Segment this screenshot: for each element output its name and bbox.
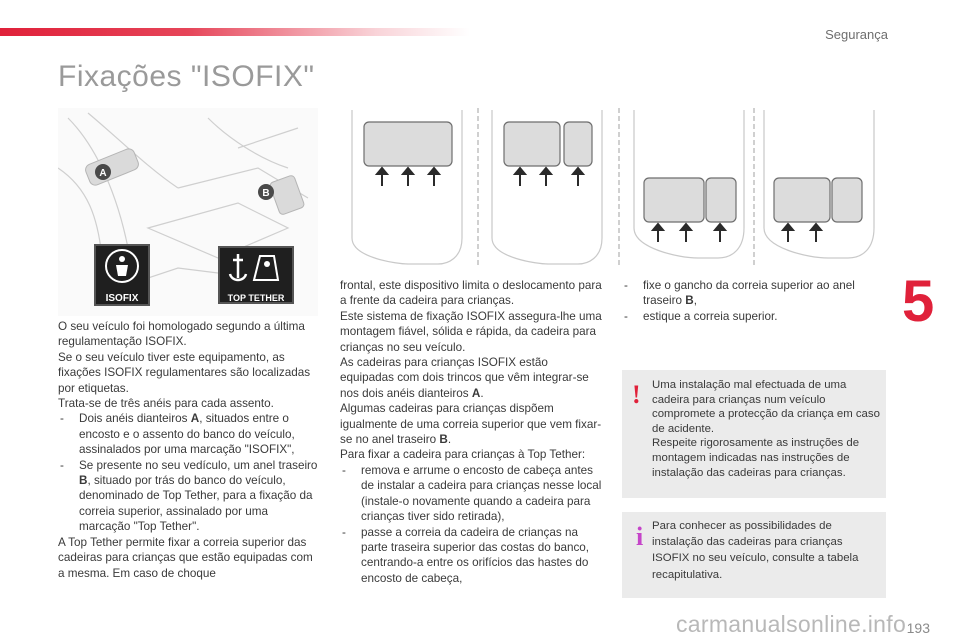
page-title: Fixações "ISOFIX" — [58, 60, 315, 93]
labels-paragraph: Se o seu veículo tiver este equipamento, as fixações ISOFIX regulamentares são localizadas por etiquetas. — [58, 350, 311, 395]
rings-paragraph: Trata-se de três anéis para cada assento. — [58, 397, 274, 411]
list-item-fix-hook: - fixe o gancho da correia superior ao anel traseiro B, — [622, 278, 884, 309]
top-tether-label: TOP TETHER — [227, 293, 285, 303]
intro-paragraph: O seu veículo foi homologado segundo a última regulamentação ISOFIX. — [58, 320, 305, 349]
anchor-a-label: A — [99, 168, 107, 179]
watermark-text: carmanualsonline.info — [676, 611, 907, 637]
strap-paragraph: Algumas cadeiras para crianças dispõem igualmente de uma correia superior que vem fixar-se no anel traseiro B. — [340, 402, 602, 447]
isofix-badge — [94, 244, 150, 306]
anchor-b-label: B — [262, 188, 270, 199]
list-item-pass-strap: - passe a correia da cadeira de crianças na parte traseira superior das costas do banco, centrando-a entre os orifícios das hastes do encosto de cabeça, — [340, 525, 604, 587]
text-column-2 — [340, 278, 604, 586]
list-item-front-rings: - Dois anéis dianteiros A, situados entre o encosto e o assento do banco do veículo, assinalados por uma marcação "ISOFIX", — [58, 411, 320, 457]
warning-text-2: Respeite rigorosamente as instruções de montagem indicadas nas instruções de instalação das cadeiras para crianças. — [652, 437, 860, 479]
seat-layout-diagrams — [338, 108, 886, 266]
anchor-icon — [220, 248, 292, 288]
text-column-3 — [622, 278, 884, 324]
text-column-1 — [58, 319, 320, 581]
warning-box — [622, 370, 886, 498]
info-text: Para conhecer as possibilidades de instalação das cadeiras para crianças ISOFIX no seu veículo, consulte a tabela recapitulativa. — [652, 520, 859, 581]
system-paragraph: Este sistema de fixação ISOFIX assegura-lhe uma montagem fiável, sólida e rápida, da cadeira para crianças no seu veículo. — [340, 309, 602, 354]
exclamation-icon: ! — [632, 380, 641, 409]
top-tether-paragraph: A Top Tether permite fixar a correia superior das cadeiras para crianças que estão equipadas com a mesma. Em caso de choque — [58, 535, 313, 580]
latches-paragraph: As cadeiras para crianças ISOFIX estão equipadas com dois trincos que vêm integrar-se nos dois anéis dianteiros A. — [340, 356, 589, 400]
frontal-paragraph: frontal, este dispositivo limita o deslocamento para a frente da cadeira para crianças. — [340, 279, 602, 308]
child-seat-icon — [96, 246, 148, 286]
fix-intro-paragraph: Para fixar a cadeira para crianças à Top Tether: — [340, 448, 586, 462]
seating-plan-illustration — [338, 108, 886, 266]
list-item-rear-ring: - Se presente no seu vedículo, um anel traseiro B, situado por trás do banco do veículo, denominado de Top Tether, para a fixação da correia superior, assinalado por uma marcação "Top Tether". — [58, 458, 320, 535]
header-accent-bar — [0, 28, 470, 36]
list-item-tighten-strap: - estique a correia superior. — [622, 309, 884, 324]
warning-text-1: Uma instalação mal efectuada de uma cadeira para crianças num veículo compromete a protecção da criança em caso de acidente. — [652, 379, 880, 435]
isofix-label: ISOFIX — [105, 293, 139, 304]
info-icon: i — [636, 522, 644, 551]
seat-anchor-illustration — [58, 108, 318, 316]
info-box — [622, 512, 886, 598]
list-item-remove-headrest: - remova e arrume o encosto de cabeça antes de instalar a cadeira para crianças nesse local (instale-o novamente quando a cadeira para crianças tiver sido retirada), — [340, 463, 604, 525]
section-title: Segurança — [825, 27, 888, 42]
top-tether-badge — [218, 246, 294, 304]
chapter-number: 5 — [902, 269, 935, 334]
page-number: 193 — [906, 620, 930, 636]
